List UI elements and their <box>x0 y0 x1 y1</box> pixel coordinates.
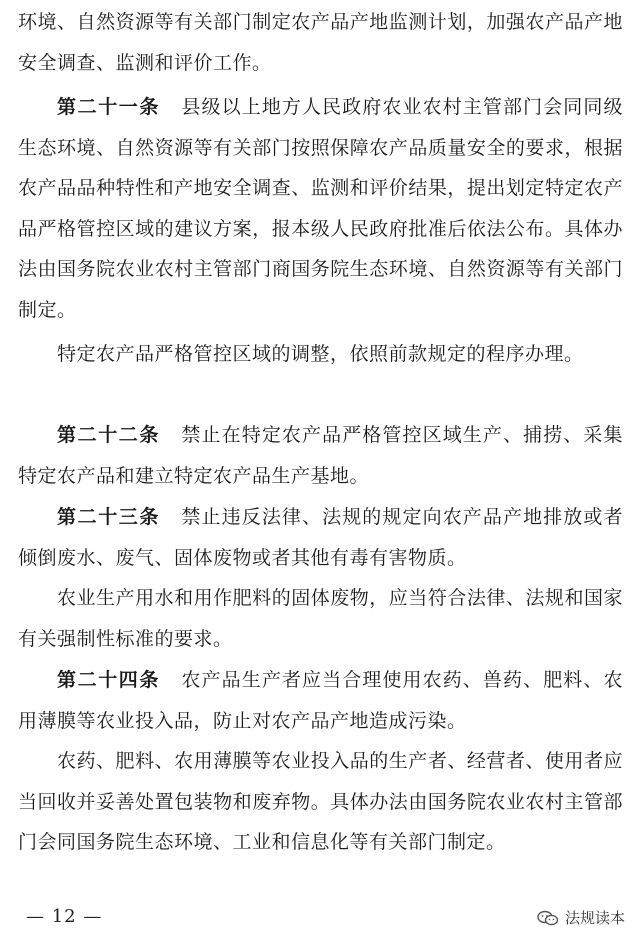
paragraph-text: 农药、肥料、农用薄膜等农业投入品的生产者、经营者、使用者应当回收并妥善处置包装物和废弃物。具体办法由国务院农业农村主管部门会同国务院生态环境、工业和信息化等有关部门制定。 <box>18 750 623 854</box>
article-24 <box>18 660 623 741</box>
article-23 <box>18 497 623 578</box>
paragraph-3 <box>18 334 623 375</box>
article-number: 第二十四条 <box>57 669 160 691</box>
article-22 <box>18 415 623 496</box>
paragraph-text: 特定农产品严格管控区域的调整，依照前款规定的程序办理。 <box>57 343 584 365</box>
paragraph-text: 县级以上地方人民政府农业农村主管部门会同同级生态环境、自然资源等有关部门按照保障农产品质量安全的要求，根据农产品品种特性和产地安全调查、监测和评价结果，提出划定特定农产品严格管控区域的建议方案，报本级人民政府批准后依法公布。具体办法由国务院农业农村主管部门商国务院生态环境、自然资源等有关部门制定。 <box>18 96 623 321</box>
page-footer <box>0 898 639 938</box>
article-number: 第二十二条 <box>57 424 160 446</box>
paragraph-text: 禁止在特定农产品严格管控区域生产、捕捞、采集特定农产品和建立特定农产品生产基地。 <box>18 424 623 487</box>
paragraph-8 <box>18 741 623 863</box>
paragraph-text: 农业生产用水和用作肥料的固体废物，应当符合法律、法规和国家有关强制性标准的要求。 <box>18 587 623 650</box>
page-number: — 12 — <box>26 906 103 927</box>
article-number: 第二十一条 <box>57 96 160 118</box>
watermark <box>537 907 625 928</box>
wechat-icon <box>537 910 559 926</box>
paragraph-text: 农产品生产者应当合理使用农药、兽药、肥料、农用薄膜等农业投入品，防止对农产品产地造成污染。 <box>18 669 623 732</box>
paragraph-1 <box>18 2 623 83</box>
paragraph-6 <box>18 578 623 659</box>
paragraph-text: 环境、自然资源等有关部门制定农产品产地监测计划，加强农产品产地安全调查、监测和评价工作。 <box>18 11 623 74</box>
watermark-text: 法规读本 <box>564 909 625 927</box>
paragraph-text: 禁止违反法律、法规的规定向农产品产地排放或者倾倒废水、废气、固体废物或者其他有毒有害物质。 <box>18 506 623 569</box>
article-number: 第二十三条 <box>57 506 160 528</box>
article-21 <box>18 87 623 331</box>
